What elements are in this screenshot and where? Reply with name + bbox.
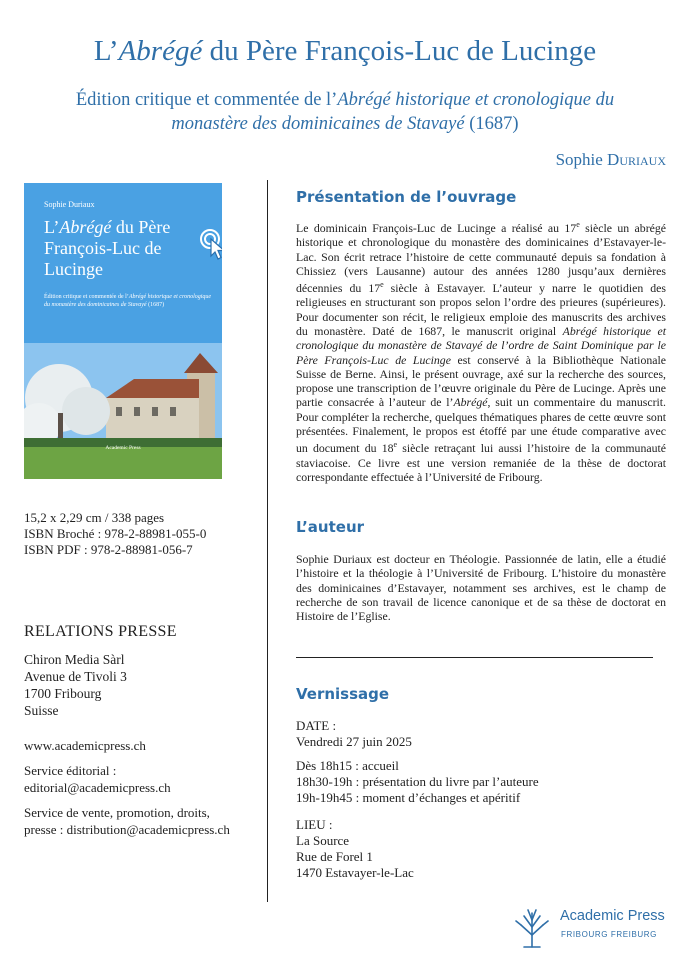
schedule-item: 18h30-19h : présentation du livre par l’auteure xyxy=(296,774,539,789)
vernissage-section xyxy=(296,685,666,881)
editorial-label: Service éditorial : xyxy=(24,763,117,778)
place-line: 1470 Estavayer-le-Lac xyxy=(296,865,414,880)
vernissage-place-label: LIEU : xyxy=(296,817,333,832)
author-bio: Sophie Duriaux est docteur en Théologie. Passionnée de latin, elle a étudié l’histoire et la théologie à l’Université de Fribourg. L’histoire du monastère des dominicaines d’Estavayer, notamment ses archives, est le champ de recherche de son travail de licence canonique et de sa thèse de doctorat en Histoire de l’Eglise. xyxy=(296,552,666,624)
press-heading: RELATIONS PRESSE xyxy=(24,623,177,640)
website-link[interactable]: www.academicpress.ch xyxy=(24,738,146,753)
place-line: Rue de Forel 1 xyxy=(296,849,373,864)
vernissage-heading: Vernissage xyxy=(296,685,390,703)
publisher-logo xyxy=(512,905,665,954)
book-cover xyxy=(24,183,222,479)
cover-author: Sophie Duriaux xyxy=(44,200,95,209)
tree-logo-icon xyxy=(512,905,552,949)
sales-email-line[interactable]: presse : distribution@academicpress.ch xyxy=(24,822,230,837)
vernissage-date-label: DATE : xyxy=(296,718,337,733)
author-section xyxy=(296,518,666,623)
editorial-email[interactable]: editorial@academicpress.ch xyxy=(24,780,171,795)
logo-city: FRIBOURG FREIBURG xyxy=(561,930,657,939)
monastery-photo xyxy=(24,343,222,479)
column-divider xyxy=(267,180,268,902)
sales-label: Service de vente, promotion, droits, xyxy=(24,805,210,820)
section-divider xyxy=(296,657,653,658)
document-subtitle: Édition critique et commentée de l’Abrégé historique et cronologique du monastère des dominicaines de Stavayé (1687) xyxy=(75,90,615,134)
schedule-item: Dès 18h15 : accueil xyxy=(296,758,399,773)
cover-subtitle: Édition critique et commentée de l’Abrégé historique et cronologique du monastère des dominicaines de Stavayé (1687) xyxy=(44,294,212,308)
cover-publisher: Academic Press xyxy=(105,445,141,451)
isbn-pdf: ISBN PDF : 978-2-88981-056-7 xyxy=(24,542,193,557)
vernissage-date: Vendredi 27 juin 2025 xyxy=(296,734,412,749)
cover-title: L’Abrégé du Père François-Luc de Lucinge xyxy=(44,217,171,279)
document-title: L’Abrégé du Père François-Luc de Lucinge xyxy=(93,35,597,67)
book-format: 15,2 x 2,29 cm / 338 pages xyxy=(24,510,165,525)
logo-name: Academic Press xyxy=(560,908,665,924)
schedule-item: 19h-19h45 : moment d’échanges et apéritif xyxy=(296,790,521,805)
presentation-section xyxy=(296,188,666,484)
book-specs xyxy=(24,510,206,558)
presentation-heading: Présentation de l’ouvrage xyxy=(296,188,517,206)
author-name: Sophie Duriaux xyxy=(555,150,666,169)
cursor-click-icon xyxy=(199,228,222,260)
presentation-text: Le dominicain François-Luc de Lucinge a réalisé au 17e siècle un abrégé historique et chronologique du monastère des dominicaines d’Estavayer-le-Lac. Son écrit retrace l’histoire de cette communauté depuis sa fondation à Chissiez (vers Lausanne) autour des années 1280 jusqu’aux dernières décennies du 17e siècle à Estavayer. L’auteur y narre le quotidien des religieuses en structurant son propos selon l’ordre des prieures (supérieures). Pour documenter son récit, le religieux emploie des manuscrits des archives du monastère. Daté de 1687, le manuscrit original Abrégé historique et cronologique du monastère de Stavayé de l’ordre de Saint Dominique par le Père François-Luc de Lucinge est conservé à la Bibliothèque Nationale Suisse de Berne. Ainsi, le présent ouvrage, axé sur la recherche des sources, propose une transcription de l’œuvre originale du Père de Lucinge. Après une partie consacrée à l’auteur de l’Abrégé, suit un commentaire du manuscrit. Pour compléter la recherche, quelques thématiques phares de cette œuvre sont présentées. Finalement, le propos est étoffé par une étude comparative avec un document du 18e siècle retraçant lui aussi l’histoire de la communauté staviacoise. Ce livre est une version remaniée de la thèse de doctorat correspondante effectuée à l’Université de Fribourg. xyxy=(296,220,667,484)
press-address: Chiron Media Sàrl Avenue de Tivoli 3 1700 Fribourg Suisse xyxy=(24,652,127,718)
place-line: La Source xyxy=(296,833,350,848)
author-heading: L’auteur xyxy=(296,518,365,536)
isbn-print: ISBN Broché : 978-2-88981-055-0 xyxy=(24,526,207,541)
